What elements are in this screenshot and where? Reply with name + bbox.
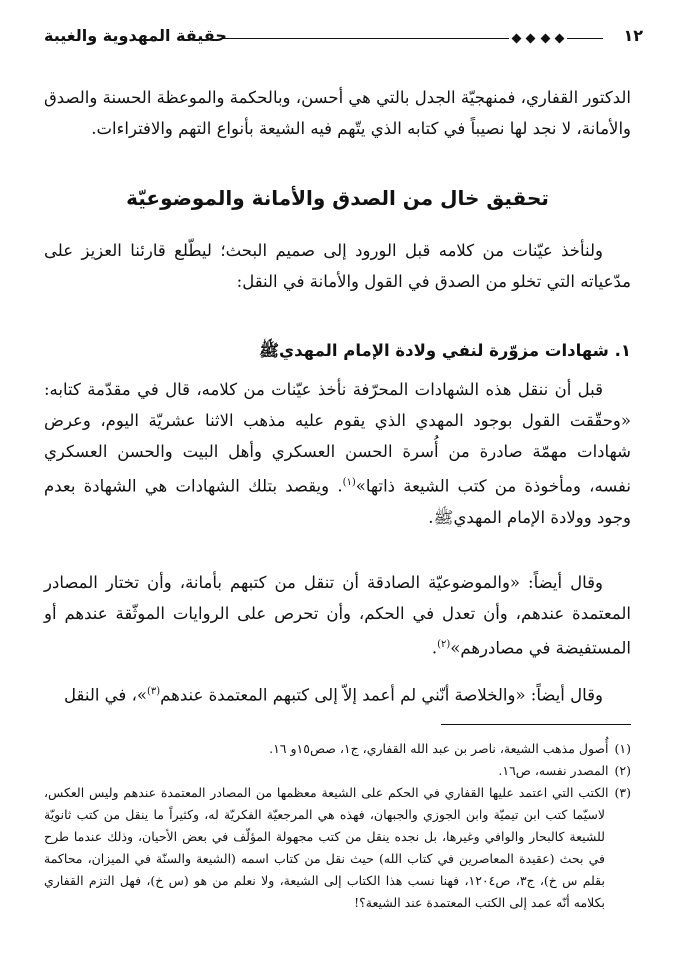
footnote-2	[44, 760, 631, 782]
honorific-icon: ﷺ	[259, 341, 280, 360]
footnote-number: (٢)	[614, 763, 631, 778]
footnote-ref-3[interactable]: (٣)	[146, 686, 161, 697]
footnote-ref-2[interactable]: (٢)	[437, 639, 451, 650]
footnote-ref-1[interactable]: (١)	[342, 477, 356, 488]
section-title: تحقيق خال من الصدق والأمانة والموضوعيّة	[126, 186, 549, 210]
running-title: حقيقة المهدوية والغيبة	[44, 26, 227, 45]
quote-3-continuation: »، في النقل	[64, 685, 147, 705]
quote-1-continuation: . ويقصد بتلك الشهادات هي الشهادة بعدم وجود وولادة الإمام المهدي	[44, 476, 631, 527]
footnote-text: المصدر نفسه، ص١٦.	[498, 763, 609, 778]
footnote-text: أُصول مذهب الشيعة، ناصر بن عبد الله القفاري، ج١، صص١٥و ١٦.	[269, 741, 609, 756]
paragraph-intro: الدكتور القفاري، فمنهجيّة الجدل بالتي هي أحسن، وبالحكمة والموعظة الحسنة والصدق والأمانة، لا نجد لها نصيباً في كتابه الذي يتّهم فيه الشيعة بأنواع التهم والافتراءات.	[44, 88, 631, 138]
paragraph-samples: ولنأخذ عيّنات من كلامه قبل الورود إلى صميم البحث؛ ليطّلع قارئنا العزيز على مدّعياته التي تخلو من الصدق في القول والأمانة في النقل:	[44, 241, 631, 291]
footnote-1	[44, 738, 631, 760]
quote-1-text: قبل أن ننقل هذه الشهادات المحرّفة نأخذ عيّنات من كلامه، قال في مقدّمة كتابه: «وحقّقت القول بوجود المهدي الذي يقوم عليه مذهب الاثنا عشريّة اليوم، وعرض شهادات مهمّة صادرة من أُسرة الحسن العسكري وأهل البيت والحسن العسكري نفسه، ومأخوذة من كتب الشيعة ذاتها»	[44, 380, 631, 496]
footnote-separator	[441, 724, 631, 725]
paragraph-quote-1	[44, 374, 631, 533]
footnote-number: (٣)	[614, 785, 631, 800]
page-number: ١٢	[623, 26, 643, 45]
footnote-number: (١)	[614, 741, 631, 756]
paragraph-quote-2: وقال أيضاً: «والموضوعيّة الصادقة أن تنقل من كتبهم بأمانة، وأن تختار المصادر المعتمدة عندهم، وأن تعدل في الحكم، وأن تحرص على الروايات الموثّقة عندهم أو المستفيضة في مصادرهم»$^{(٢)}$.	[44, 573, 631, 658]
honorific-icon: ﷺ.	[428, 507, 454, 527]
footnote-text: الكتب التي اعتمد عليها القفاري في الحكم على الشيعة معظمها من المصادر المعتمدة عندهم وليس العكس، لاسيّما كتب ابن تيميّة وابن الجوزي والجبهان، فهذه هي المرجعيّة الفكريّة له، وكثيراً ما ينقل من كتب ثانويّة للشيعة كالبحار والوافي وغيرها، بل نجده ينقل من كتب مجهولة المؤلّف في بعض الأحيان، وذلك عندما طرح في بحث (عقيدة المعاصرين في كتاب الله) حيث نقل من كتاب اسمه (الشيعة والسنّة في الميزان، محاكمة بقلم س خ)، ج٣، ص١٢٠٤، فهنا نسب هذا الكتاب إلى الشيعة، ولا نعلم من هو (س خ)، فهل التزم القفاري بكلامه أنّه عمد إلى الكتب المعتمدة عند الشيعة؟!	[44, 785, 609, 910]
subheading-text: ١. شهادات مزوّرة لنفي ولادة الإمام المهدي	[279, 341, 631, 360]
subheading-forged-testimonies	[44, 341, 631, 365]
footnotes	[44, 738, 631, 914]
header-ornament-icon	[509, 33, 567, 43]
footnote-3	[44, 782, 631, 914]
quote-3-text: وقال أيضاً: «والخلاصة أنّني لم أعمد إلاّ إلى كتبهم المعتمدة عندهم	[160, 685, 603, 705]
quote-2-text: وقال أيضاً: «والموضوعيّة الصادقة أن تنقل من كتبهم بأمانة، وأن تختار المصادر المعتمدة عندهم، وأن تعدل في الحكم، وأن تحرص على الروايات الموثّقة عندهم أو المستفيضة في مصادرهم»	[44, 573, 631, 658]
paragraph-quote-3	[44, 676, 631, 711]
running-header	[44, 24, 643, 52]
